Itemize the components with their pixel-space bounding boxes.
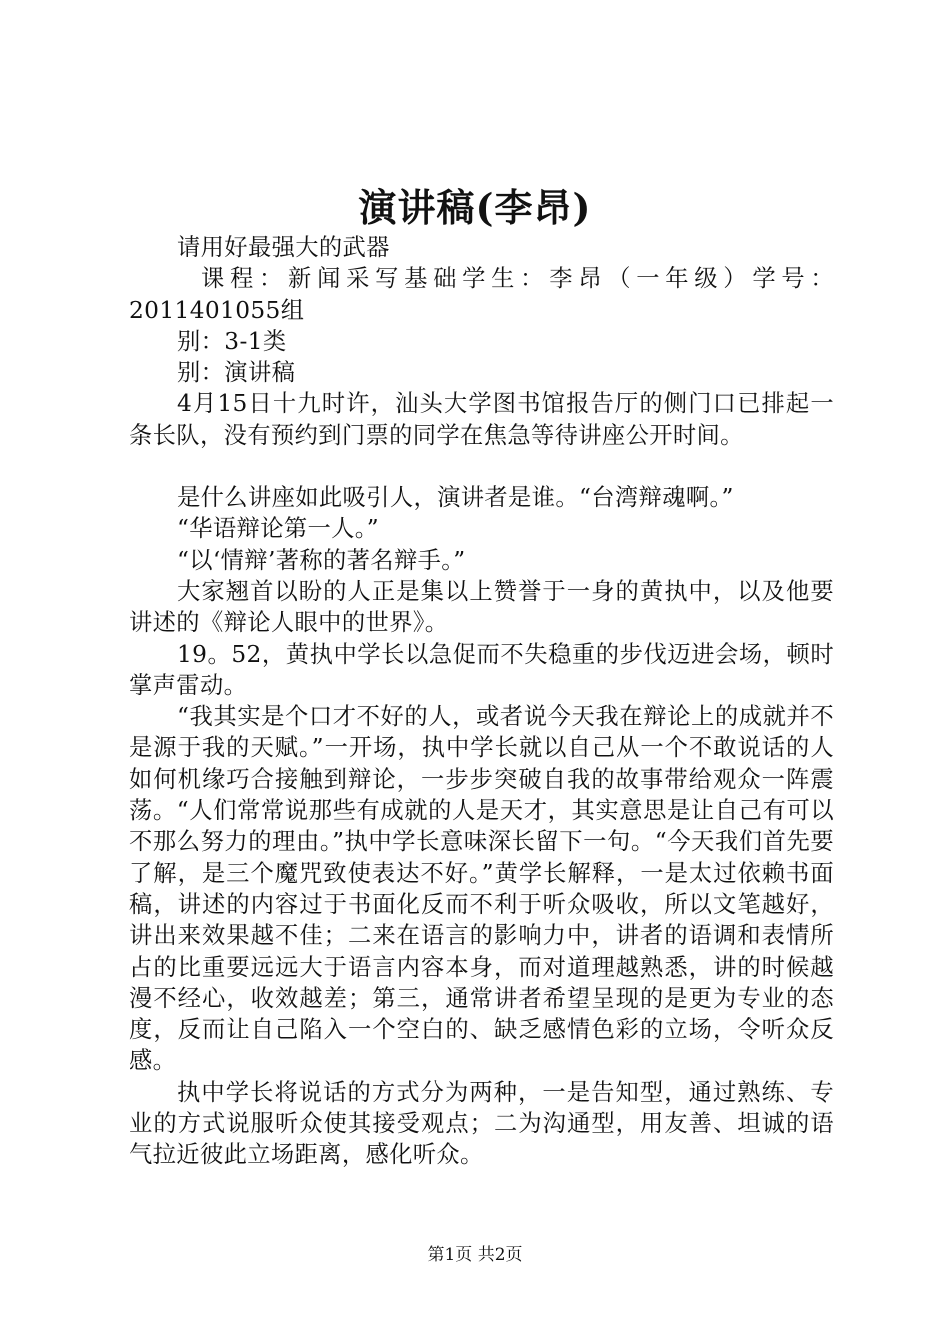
paragraph: 19。52，黄执中学长以急促而不失稳重的步伐迈进会场，顿时掌声雷动。 [129,640,834,699]
document-body [129,232,834,1171]
paragraph: 是什么讲座如此吸引人，演讲者是谁。“台湾辩魂啊。” [177,484,734,512]
subtitle: 请用好最强大的武器 [177,234,390,261]
group-line: 别：3-1类 [177,327,287,355]
student-id-line: 2011401055组 [129,296,305,324]
paragraph: 执中学长将说话的方式分为两种，一是告知型，通过熟练、专业的方式说服听众使其接受观点；二为沟通型，用友善、坦诚的语气拉近彼此立场距离，感化听众。 [129,1078,834,1169]
category-line: 别：演讲稿 [177,359,296,387]
paragraph: “我其实是个口才不好的人，或者说今天我在辩论上的成就并不是源于我的天赋。”一开场，执中学长就以自己从一个不敢说话的人如何机缘巧合接触到辩论，一步步突破自我的故事带给观众一阵震荡。“人们常常说那些有成就的人是天才，其实意思是让自己有可以不那么努力的理由。”执中学长意味深长留下一句。“今天我们首先要了解，是三个魔咒致使表达不好。”黄学长解释，一是太过依赖书面稿，讲述的内容过于书面化反而不利于听众吸收，所以文笔越好，讲出来效果越不佳；二来在语言的影响力中，讲者的语调和表情所占的比重要远远大于语言内容本身，而对道理越熟悉，讲的时候越漫不经心，收效越差；第三，通常讲者希望呈现的是更为专业的态度，反而让自己陷入一个空白的、缺乏感情色彩的立场，令听众反感。 [129,703,834,1075]
paragraph: “华语辩论第一人。” [177,515,380,543]
page-footer: 第1页 共2页 [427,1245,523,1265]
paragraph: 大家翘首以盼的人正是集以上赞誉于一身的黄执中，以及他要讲述的《辩论人眼中的世界》。 [129,577,834,637]
paragraph: 4月15日十九时许，汕头大学图书馆报告厅的侧门口已排起一条长队，没有预约到门票的同学在焦急等待讲座公开时间。 [129,390,834,449]
paragraph: “以‘情辩’著称的著名辩手。” [177,546,466,574]
course-line: 课程：新闻采写基础学生：李昂（一年级）学号： [201,265,834,293]
blank-line [129,451,834,482]
document-title: 演讲稿(李昂) [358,185,592,230]
